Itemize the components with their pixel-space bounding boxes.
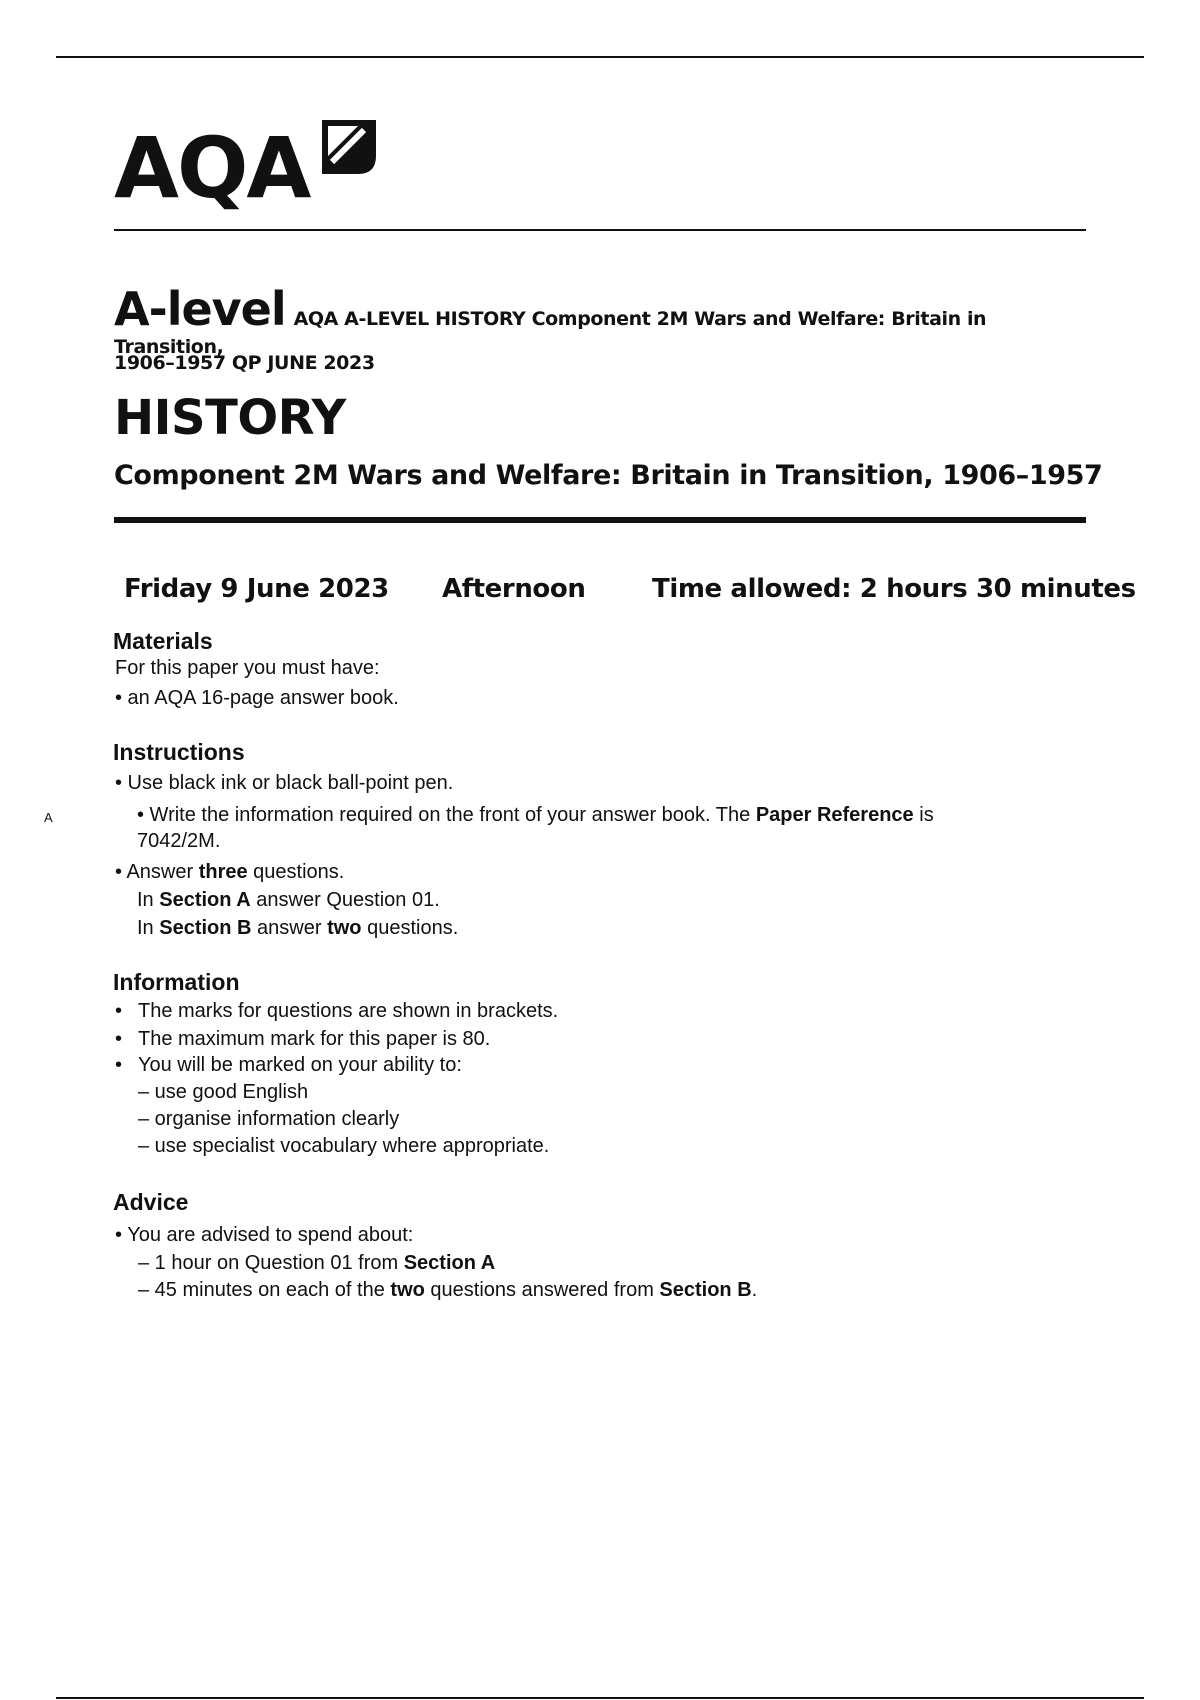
- information-subitem: – use specialist vocabulary where appropriate.: [138, 1135, 550, 1157]
- instruction-subitem: In Section B answer two questions.: [137, 917, 459, 939]
- advice-item: • You are advised to spend about:: [115, 1224, 414, 1246]
- instructions-heading: Instructions: [113, 739, 245, 765]
- instruction-item-continued: 7042/2M.: [137, 830, 221, 852]
- page-bottom-rule: [56, 1697, 1144, 1699]
- exam-date: Friday 9 June 2023: [124, 574, 389, 604]
- instruction-item: • Write the information required on the front of your answer book. The Paper Reference is: [137, 804, 934, 826]
- margin-mark: A: [44, 810, 53, 825]
- advice-subitem: – 1 hour on Question 01 from Section A: [138, 1252, 496, 1274]
- long-title-continued: 1906–1957 QP JUNE 2023: [114, 352, 375, 374]
- information-bullet: •: [115, 1028, 123, 1050]
- materials-item: • an AQA 16-page answer book.: [115, 687, 399, 709]
- aqa-logo: [114, 110, 386, 217]
- logo-text: AQA: [114, 119, 310, 217]
- information-bullet: •: [115, 1054, 123, 1076]
- advice-subitem: – 45 minutes on each of the two questions answered from Section B.: [138, 1279, 758, 1301]
- information-bullet: •: [115, 1000, 123, 1022]
- information-item: You will be marked on your ability to:: [138, 1054, 462, 1076]
- information-subitem: – organise information clearly: [138, 1108, 400, 1130]
- information-heading: Information: [113, 969, 240, 995]
- information-item: The maximum mark for this paper is 80.: [138, 1028, 491, 1050]
- long-title: AQA A-LEVEL HISTORY Component 2M Wars and Welfare: Britain in Transition,: [114, 308, 987, 358]
- materials-heading: Materials: [113, 628, 213, 654]
- subject-title: HISTORY: [114, 390, 346, 446]
- materials-intro: For this paper you must have:: [115, 657, 380, 679]
- thick-divider: [114, 517, 1086, 523]
- title-line: [114, 282, 1094, 358]
- time-allowed: Time allowed: 2 hours 30 minutes: [652, 574, 1136, 604]
- information-item: The marks for questions are shown in brackets.: [138, 1000, 559, 1022]
- information-subitem: – use good English: [138, 1081, 309, 1103]
- aqa-leaf-icon: [318, 116, 380, 178]
- exam-session: Afternoon: [442, 574, 586, 604]
- advice-heading: Advice: [113, 1189, 189, 1215]
- instruction-item: • Use black ink or black ball-point pen.: [115, 772, 454, 794]
- level-label: A-level: [114, 282, 286, 336]
- instruction-item: • Answer three questions.: [115, 861, 345, 883]
- component-title: Component 2M Wars and Welfare: Britain in Transition, 1906–1957: [114, 460, 1103, 491]
- page-top-rule: [56, 56, 1144, 58]
- header-rule: [114, 229, 1086, 231]
- instruction-subitem: In Section A answer Question 01.: [137, 889, 440, 911]
